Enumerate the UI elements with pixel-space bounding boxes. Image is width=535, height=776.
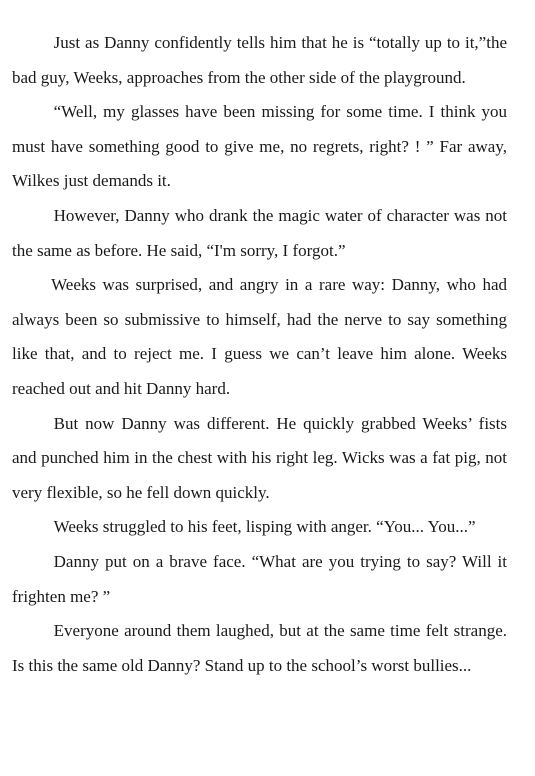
paragraph-1: Just as Danny confidently tells him that he is “totally up to it,”the bad guy, Weeks, approaches from the other side of the playground. [12,33,507,87]
paragraph-7: Danny put on a brave face. “What are you trying to say? Will it frighten me? ” [12,551,507,606]
paragraph-6: Weeks struggled to his feet, lisping with anger. “You... You...” [53,517,476,537]
paragraph-5: But now Danny was different. He quickly grabbed Weeks’ fists and punched him in the chest with his right leg. Wicks was a fat pig, not very flexible, so he fell down quickly. [12,413,507,502]
paragraph-4: Weeks was surprised, and angry in a rare way: Danny, who had always been so submissive to himself, had the nerve to say something like that, and to reject me. I guess we can’t leave him alone. Weeks reached out and hit Danny hard. [12,275,507,398]
paragraph-2: “Well, my glasses have been missing for some time. I think you must have something good to give me, no regrets, right? ! ” Far away, Wilkes just demands it. [12,102,507,191]
paragraph-3: However, Danny who drank the magic water of character was not the same as before. He said, “I'm sorry, I forgot.” [12,205,507,260]
paragraph-8: Everyone around them laughed, but at the same time felt strange. Is this the same old Danny? Stand up to the school’s worst bullies... [12,621,507,675]
